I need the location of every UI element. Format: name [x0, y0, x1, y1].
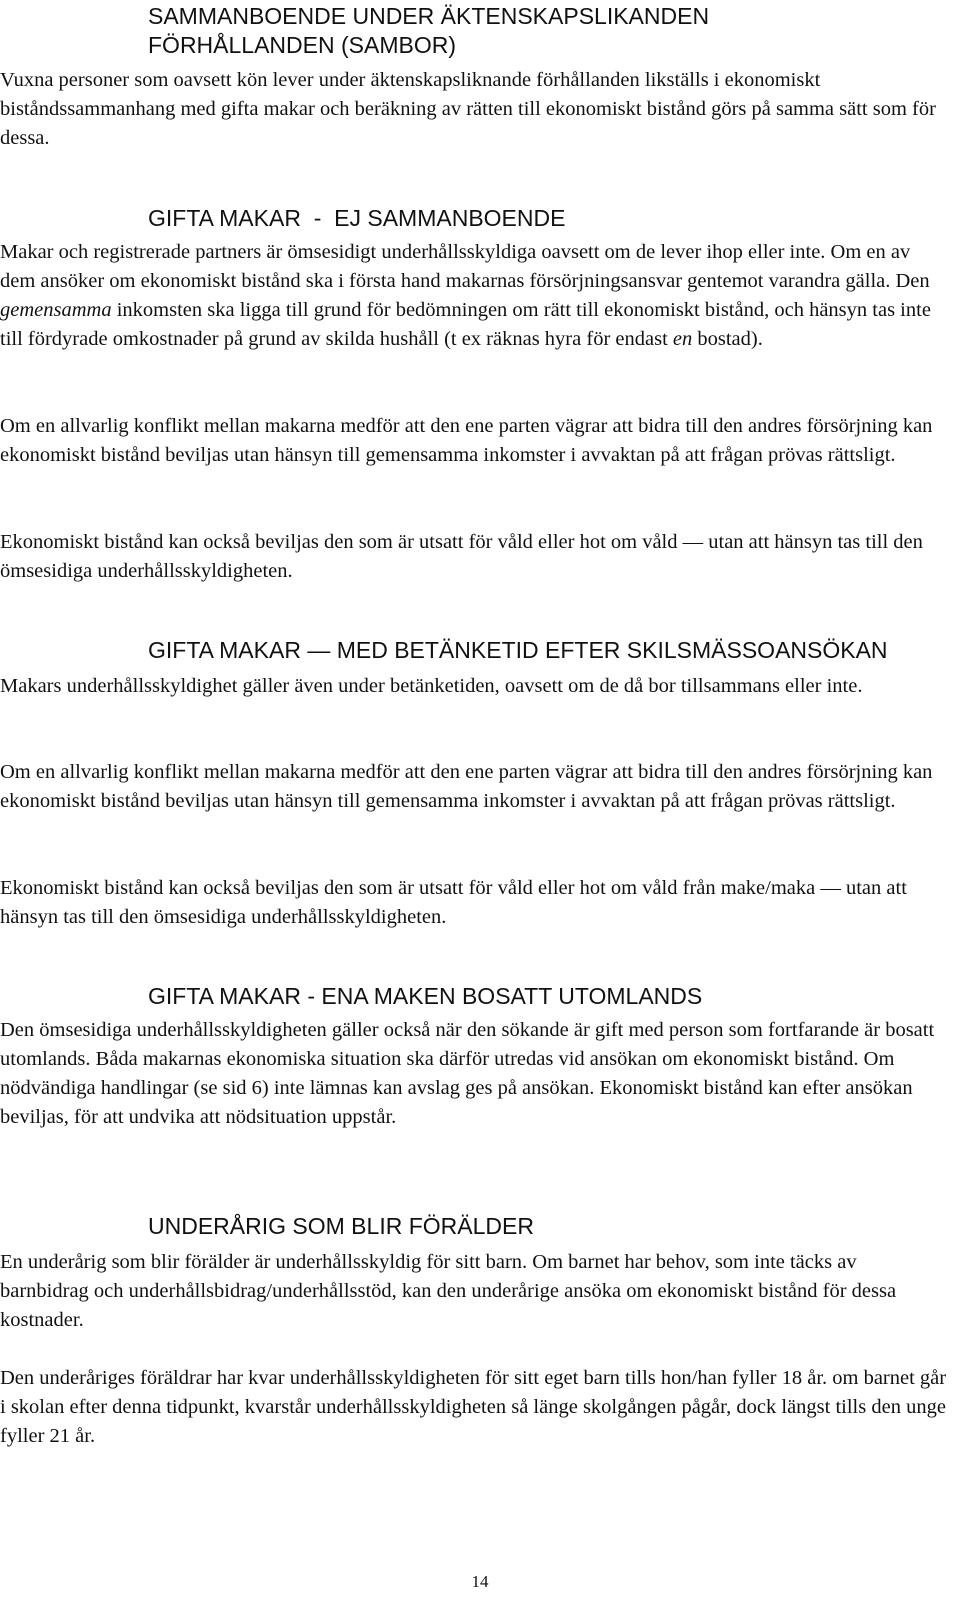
paragraph-sambor: Vuxna personer som oavsett kön lever under äktenskapsliknande förhållanden likställs i ekonomiskt biståndssammanhang med gifta makar och beräkning av rätten till ekonomiskt bistånd görs på samma sätt som för dessa. [0, 69, 936, 149]
paragraph-ej-sammanboende-3: Ekonomiskt bistånd kan också beviljas den som är utsatt för våld eller hot om våld — utan att hänsyn tas till den ömsesidiga underhållsskyldigheten. [0, 531, 923, 582]
paragraph-betanketid-3: Ekonomiskt bistånd kan också beviljas den som är utsatt för våld eller hot om våld från make/maka — utan att hänsyn tas till den ömsesidiga underhållsskyldigheten. [0, 877, 907, 928]
paragraph-text: inkomsten ska ligga till grund för bedömningen om rätt till ekonomiskt bistånd, och hänsyn tas inte till fördyrade omkostnader på grund av skilda hushåll (t ex räknas hyra för endast [0, 299, 931, 350]
emphasis-text: gemensamma [0, 299, 112, 321]
paragraph-betanketid-2: Om en allvarlig konflikt mellan makarna medför att den ene parten vägrar att bidra till den andres försörjning kan ekonomiskt bistånd beviljas utan hänsyn till gemensamma inkomster i avvaktan på att frågan prövas rättsligt. [0, 761, 933, 812]
paragraph-utomlands: Den ömsesidiga underhållsskyldigheten gäller också när den sökande är gift med person som fortfarande är bosatt utomlands. Båda makarnas ekonomiska situation ska därför utredas vid ansökan om ekonomiskt bistånd. Om nödvändiga handlingar (se sid 6) inte lämnas kan avslag ges på ansökan. Ekonomiskt bistånd kan efter ansökan beviljas, för att undvika att nödsituation uppstår. [0, 1019, 935, 1128]
paragraph-ej-sammanboende-1 [0, 238, 950, 354]
paragraph-ej-sammanboende-2: Om en allvarlig konflikt mellan makarna medför att den ene parten vägrar att bidra till den andres försörjning kan ekonomiskt bistånd beviljas utan hänsyn till gemensamma inkomster i avvaktan på att frågan prövas rättsligt. [0, 415, 933, 466]
paragraph-underarig-1: En underårig som blir förälder är underhållsskyldig för sitt barn. Om barnet har behov, som inte täcks av barnbidrag och underhållsbidrag/underhållsstöd, kan den underårige ansöka om ekonomiskt bistånd för dessa kostnader. [0, 1251, 897, 1331]
section-title-sambor-line1: SAMMANBOENDE UNDER ÄKTENSKAPSLIKANDEN [148, 3, 710, 29]
paragraph-betanketid-1: Makars underhållsskyldighet gäller även under betänketiden, oavsett om de då bor tillsammans eller inte. [0, 675, 863, 697]
section-title-utomlands: GIFTA MAKAR - ENA MAKEN BOSATT UTOMLANDS [148, 983, 703, 1009]
section-title-ej-sammanboende: GIFTA MAKAR - EJ SAMMANBOENDE [148, 205, 566, 231]
paragraph-text: Makar och registrerade partners är ömsesidigt underhållsskyldiga oavsett om de lever ihop eller inte. Om en av dem ansöker om ekonomiskt bistånd ska i första hand makarnas försörjningsansvar gentemot varandra gälla. Den [0, 241, 930, 292]
emphasis-text: en [672, 328, 693, 350]
section-title-sambor-line2: FÖRHÅLLANDEN (SAMBOR) [148, 32, 456, 58]
paragraph-underarig-2: Den underåriges föräldrar har kvar underhållsskyldigheten för sitt eget barn tills hon/han fyller 18 år. om barnet går i skolan efter denna tidpunkt, kvarstår underhållsskyldigheten så länge skolgången pågår, dock längst tills den unge fyller 21 år. [0, 1367, 947, 1447]
page-number: 14 [471, 1572, 489, 1591]
paragraph-text: bostad). [692, 328, 763, 350]
section-title-underarig: UNDERÅRIG SOM BLIR FÖRÄLDER [148, 1213, 534, 1239]
section-title-betanketid: GIFTA MAKAR — MED BETÄNKETID EFTER SKILSMÄSSOANSÖKAN [148, 637, 888, 663]
